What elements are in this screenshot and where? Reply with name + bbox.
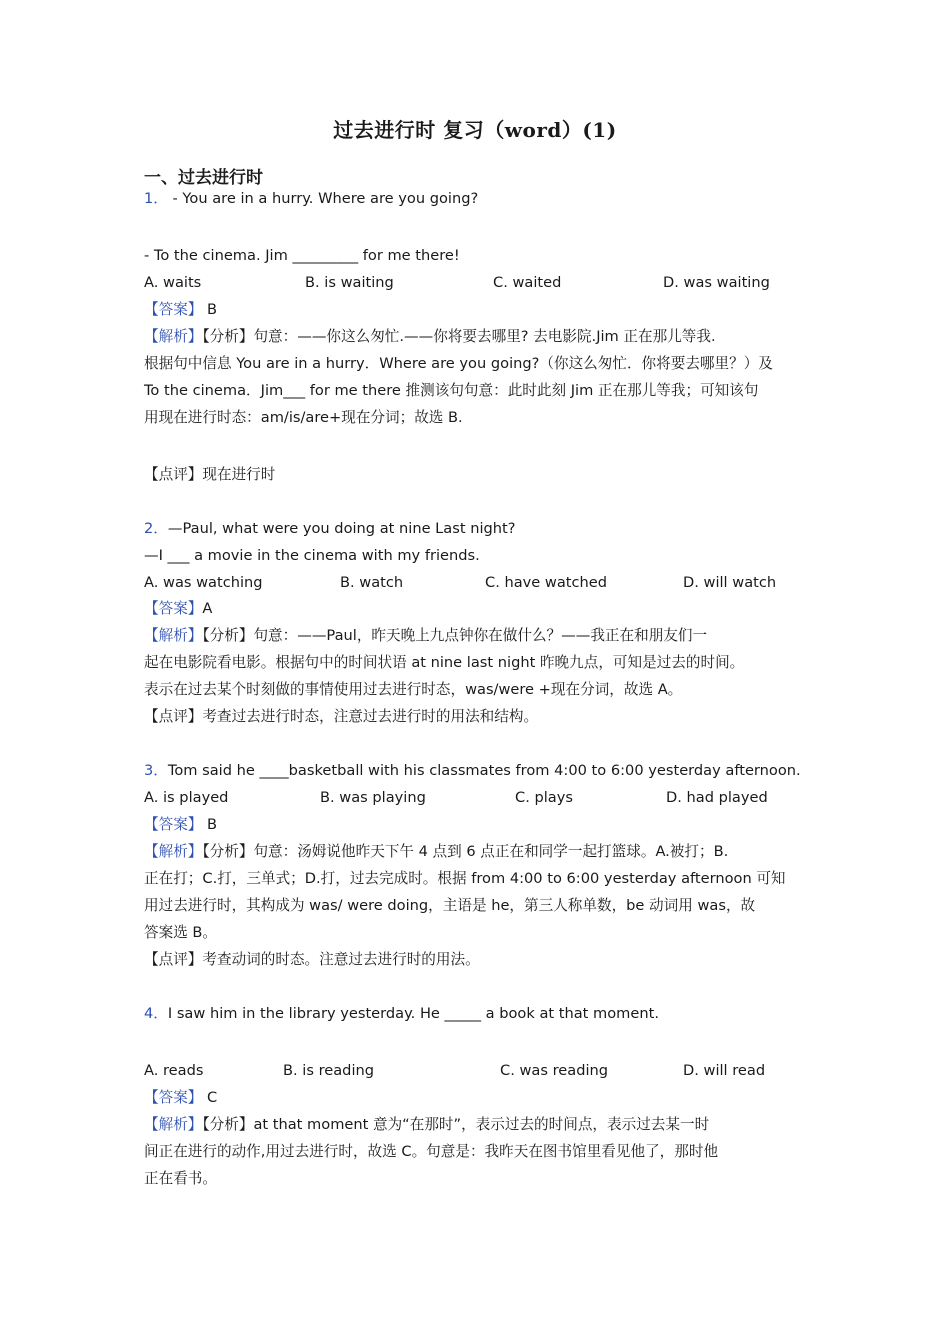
question-3-analysis-line-2: 正在打；C.打，三单式；D.打，过去完成时。根据 from 4:00 to 6:00 yesterday afternoon 可知 — [144, 870, 786, 887]
question-1-option-d: D. was waiting — [663, 274, 770, 291]
question-3-option-d: D. had played — [666, 789, 768, 806]
question-2-option-d: D. will watch — [683, 574, 777, 591]
question-1-option-a: A. waits — [144, 274, 202, 291]
question-1-comment: 【点评】现在进行时 — [144, 466, 276, 483]
question-4-option-a: A. reads — [144, 1062, 204, 1079]
question-4-option-b: B. is reading — [283, 1062, 375, 1079]
question-1-option-c: C. waited — [493, 274, 562, 291]
question-2-option-c: C. have watched — [485, 574, 608, 591]
question-3-analysis-line-4: 答案选 B。 — [144, 924, 218, 941]
question-2-answer: 【答案】A — [144, 600, 213, 617]
question-1-stem-line-1: 1． - You are in a hurry. Where are you going? — [144, 190, 479, 207]
question-4-option-d: D. will read — [683, 1062, 766, 1079]
question-3-answer: 【答案】 B — [144, 816, 218, 833]
question-1-analysis-line-2: 根据句中信息 You are in a hurry．Where are you going?（你这么匆忙．你将要去哪里？）及 — [144, 355, 773, 372]
question-1-analysis-line-4: 用现在进行时态：am/is/are+现在分词；故选 B. — [144, 409, 463, 426]
question-1-stem-line-2: - To the cinema. Jim _________ for me there! — [144, 247, 460, 264]
question-number: 2． — [144, 520, 168, 537]
question-2-analysis-line-2: 起在电影院看电影。根据句中的时间状语 at nine last night 昨晚九点，可知是过去的时间。 — [144, 654, 745, 671]
question-2-option-a: A. was watching — [144, 574, 263, 591]
question-2-analysis-line-1: 【解析】【分析】句意：——Paul，昨天晚上九点钟你在做什么？——我正在和朋友们一 — [144, 627, 708, 644]
section-heading: 一、过去进行时 — [144, 168, 263, 188]
question-2-stem-line-1: 2．—Paul, what were you doing at nine Last night? — [144, 520, 516, 537]
question-3-analysis-line-1: 【解析】【分析】句意：汤姆说他昨天下午 4 点到 6 点正在和同学一起打篮球。A.被打；B. — [144, 843, 729, 860]
question-2-analysis-line-3: 表示在过去某个时刻做的事情使用过去进行时态，was/were +现在分词，故选 A。 — [144, 681, 683, 698]
question-2-stem-line-2: —I ___ a movie in the cinema with my friends. — [144, 547, 480, 564]
question-3-option-b: B. was playing — [320, 789, 426, 806]
question-2-comment: 【点评】考查过去进行时态，注意过去进行时的用法和结构。 — [144, 708, 539, 725]
question-number: 4． — [144, 1005, 168, 1022]
question-3-option-c: C. plays — [515, 789, 573, 806]
question-4-analysis-line-1: 【解析】【分析】at that moment 意为“在那时”，表示过去的时间点，表示过去某一时 — [144, 1116, 710, 1133]
page-title: 过去进行时 复习（word）(1) — [333, 118, 617, 142]
question-3-comment: 【点评】考查动词的时态。注意过去进行时的用法。 — [144, 951, 480, 968]
question-1-analysis-line-1: 【解析】【分析】句意：——你这么匆忙.——你将要去哪里? 去电影院.Jim 正在那儿等我. — [144, 328, 716, 345]
question-1-option-b: B. is waiting — [305, 274, 394, 291]
question-4-stem-line-1: 4．I saw him in the library yesterday. He _____ a book at that moment. — [144, 1005, 659, 1022]
question-4-answer: 【答案】 C — [144, 1089, 218, 1106]
question-2-option-b: B. watch — [340, 574, 404, 591]
question-4-analysis-line-2: 间正在进行的动作,用过去进行时，故选 C。句意是：我昨天在图书馆里看见他了，那时他 — [144, 1143, 719, 1160]
question-4-option-c: C. was reading — [500, 1062, 609, 1079]
question-3-stem-line-1: 3．Tom said he ____basketball with his classmates from 4:00 to 6:00 yesterday afternoon. — [144, 762, 801, 779]
question-3-option-a: A. is played — [144, 789, 229, 806]
question-number: 1． — [144, 190, 168, 207]
question-1-analysis-line-3: To the cinema．Jim___ for me there 推测该句句意：此时此刻 Jim 正在那儿等我；可知该句 — [144, 382, 759, 399]
question-4-analysis-line-3: 正在看书。 — [144, 1170, 217, 1187]
question-1-answer: 【答案】 B — [144, 301, 218, 318]
question-3-analysis-line-3: 用过去进行时，其构成为 was/ were doing，主语是 he，第三人称单数，be 动词用 was，故 — [144, 897, 756, 914]
question-number: 3． — [144, 762, 168, 779]
